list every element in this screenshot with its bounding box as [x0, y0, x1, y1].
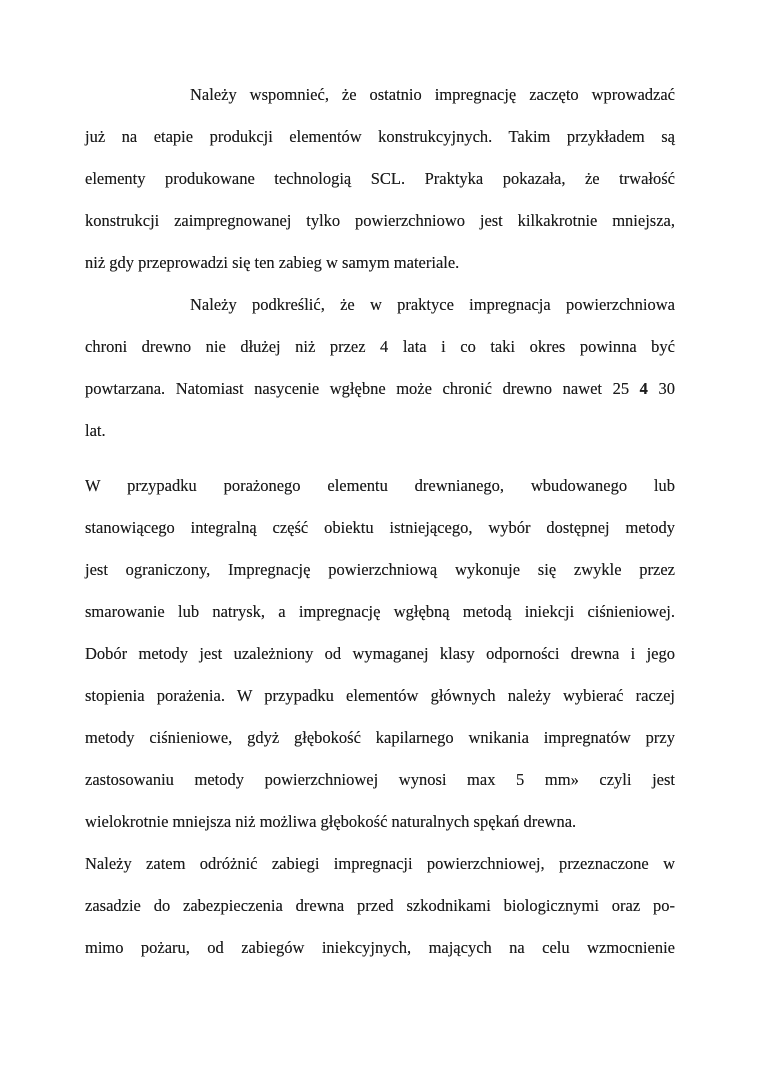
- text-segment: powtarzana. Natomiast nasycenie wgłębne może chronić drewno nawet 25: [85, 379, 640, 398]
- text-line: [85, 158, 675, 200]
- text-line: [85, 326, 675, 368]
- text-segment: zastosowaniu metody powierzchniowej wynosi max 5 mm» czyli jest: [85, 770, 675, 789]
- text-segment: niż gdy przeprowadzi się ten zabieg w samym materiale.: [85, 253, 460, 272]
- text-segment: smarowanie lub natrysk, a impregnację wgłębną metodą iniekcji ciśnieniowej.: [85, 602, 675, 621]
- text-line: [85, 200, 675, 242]
- paragraph-1: [85, 74, 675, 284]
- text-segment: zasadzie do zabezpieczenia drewna przed szkodnikami biologicznymi oraz po-: [85, 896, 675, 915]
- text-line: [85, 507, 675, 549]
- text-segment: konstrukcji zaimpregnowanej tylko powierzchniowo jest kilkakrotnie mniejsza,: [85, 211, 675, 230]
- text-segment: lat.: [85, 421, 106, 440]
- text-segment: chroni drewno nie dłużej niż przez 4 lata i co taki okres powinna być: [85, 337, 675, 356]
- text-line: [85, 74, 675, 116]
- bold-text-segment: 4: [639, 379, 648, 398]
- text-segment: metody ciśnieniowe, gdyż głębokość kapilarnego wnikania impregnatów przy: [85, 728, 675, 747]
- text-line: [85, 801, 675, 843]
- text-line: [85, 368, 675, 410]
- text-segment: Dobór metody jest uzależniony od wymaganej klasy odporności drewna i jego: [85, 644, 675, 663]
- text-line: [85, 410, 675, 452]
- text-segment: stopienia porażenia. W przypadku elementów głównych należy wybierać raczej: [85, 686, 675, 705]
- text-line: [85, 284, 675, 326]
- text-line: [85, 927, 675, 969]
- text-segment: stanowiącego integralną część obiektu istniejącego, wybór dostępnej metody: [85, 518, 675, 537]
- text-segment: Należy zatem odróżnić zabiegi impregnacji powierzchniowej, przeznaczone w: [85, 854, 675, 873]
- text-segment: Należy wspomnieć, że ostatnio impregnację zaczęto wprowadzać: [190, 85, 675, 104]
- text-line: [85, 242, 675, 284]
- text-segment: jest ograniczony, Impregnację powierzchniową wykonuje się zwykle przez: [85, 560, 675, 579]
- text-line: [85, 759, 675, 801]
- text-segment: elementy produkowane technologią SCL. Praktyka pokazała, że trwałość: [85, 169, 675, 188]
- text-segment: już na etapie produkcji elementów konstrukcyjnych. Takim przykładem są: [85, 127, 675, 146]
- text-line: [85, 675, 675, 717]
- text-line: [85, 843, 675, 885]
- paragraph-3: [85, 465, 675, 843]
- text-segment: 30: [647, 379, 675, 398]
- page-text: [85, 74, 675, 969]
- text-line: [85, 116, 675, 158]
- paragraph-4: [85, 843, 675, 969]
- text-line: [85, 465, 675, 507]
- text-line: [85, 549, 675, 591]
- text-segment: Należy podkreślić, że w praktyce impregnacja powierzchniowa: [190, 295, 675, 314]
- text-line: [85, 885, 675, 927]
- text-segment: W przypadku porażonego elementu drewnianego, wbudowanego lub: [85, 476, 675, 495]
- paragraph-2: [85, 284, 675, 452]
- text-line: [85, 717, 675, 759]
- text-line: [85, 591, 675, 633]
- text-segment: mimo pożaru, od zabiegów iniekcyjnych, mających na celu wzmocnienie: [85, 938, 675, 957]
- text-line: [85, 633, 675, 675]
- text-segment: wielokrotnie mniejsza niż możliwa głębokość naturalnych spękań drewna.: [85, 812, 577, 831]
